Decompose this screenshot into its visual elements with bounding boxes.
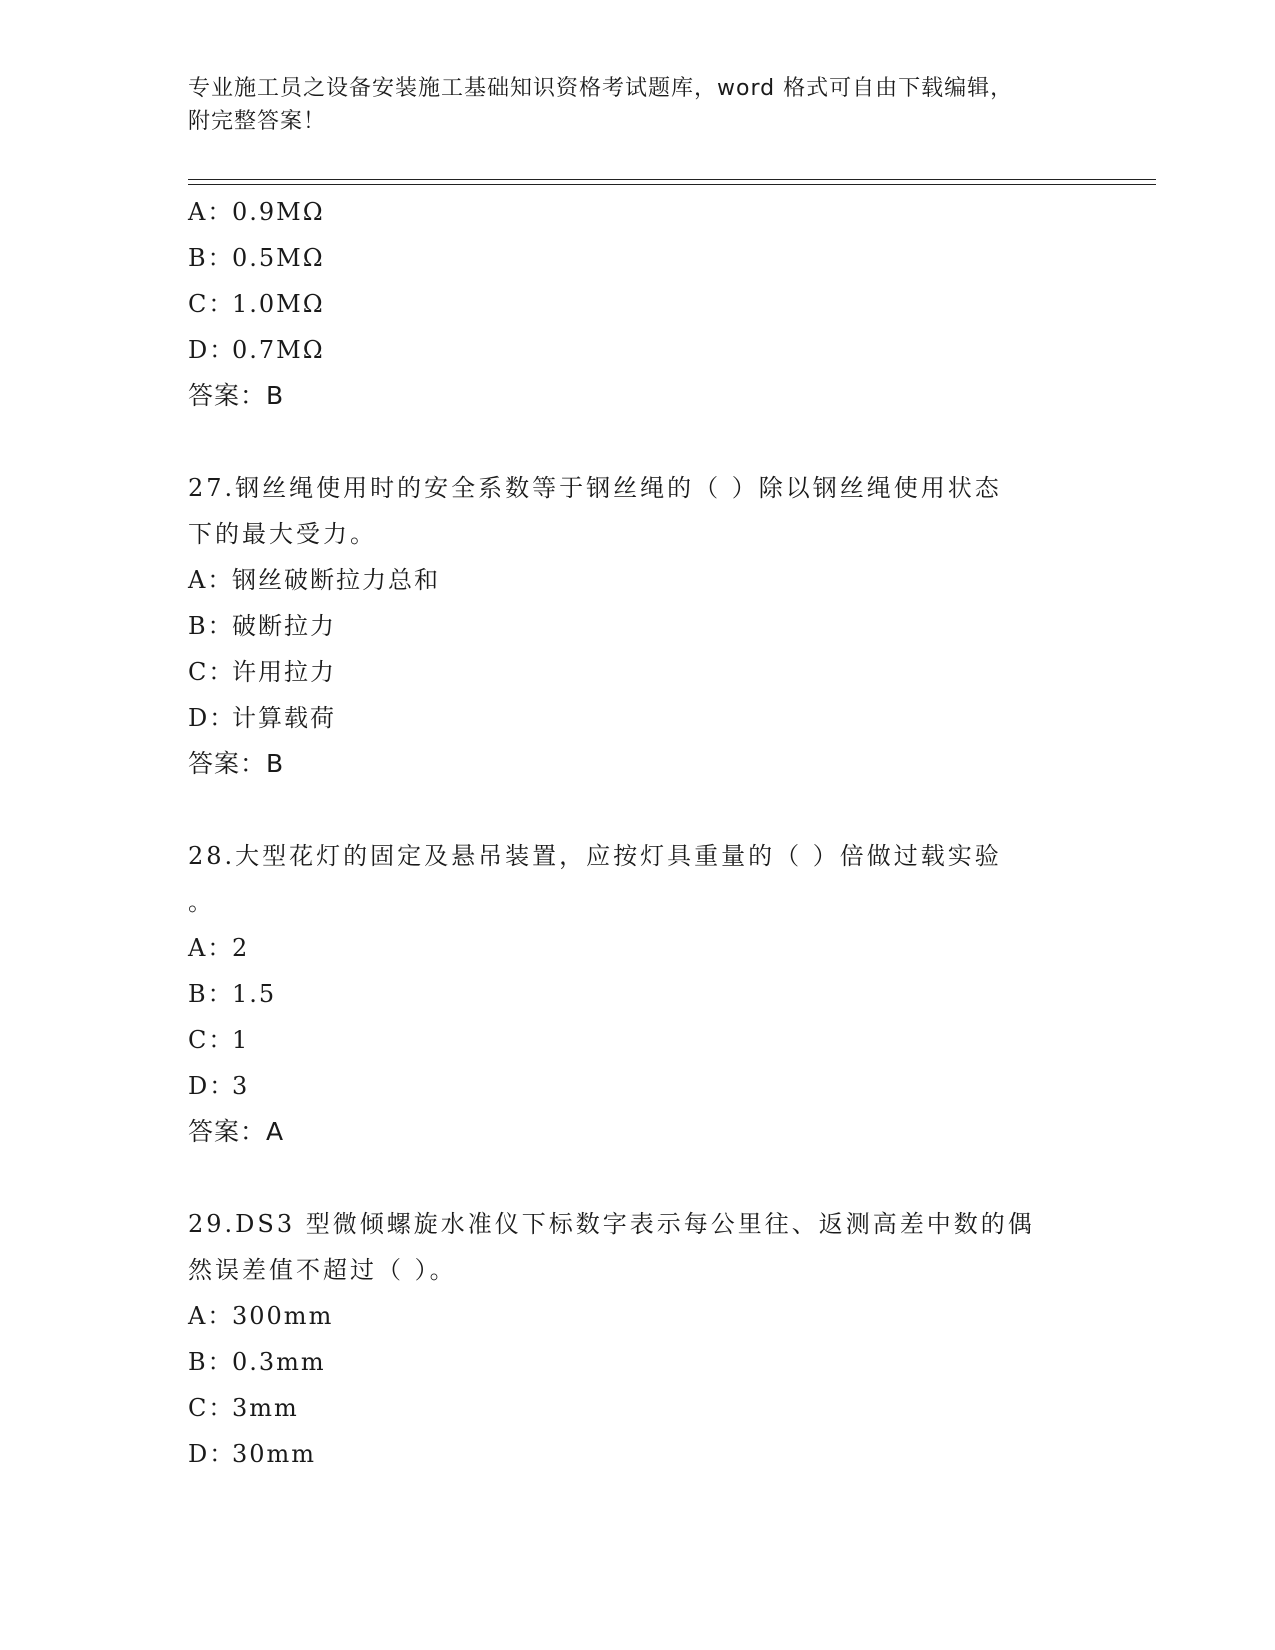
option-a: [188, 557, 1068, 603]
option-letter: C：: [188, 1394, 235, 1422]
option-letter: D：: [188, 1440, 236, 1468]
answer-line: 答案：B: [188, 381, 285, 410]
option-letter: D：: [188, 1072, 236, 1100]
option-text: 许用拉力: [232, 658, 336, 686]
question-27: [188, 465, 1068, 787]
option-b: [188, 1339, 1068, 1385]
option-letter: A：: [188, 1302, 234, 1330]
question-text-line-2: 。: [188, 888, 215, 916]
option-d: [188, 1431, 1068, 1477]
question-28: [188, 833, 1068, 1155]
option-text: 300mm: [232, 1302, 334, 1330]
option-text: 2: [232, 934, 250, 962]
option-text: 0.3mm: [232, 1348, 326, 1376]
option-letter: B：: [188, 612, 234, 640]
spacer: [188, 1155, 1068, 1201]
question-text-line-1: 29.DS3 型微倾螺旋水准仪下标数字表示每公里往、返测高差中数的偶: [188, 1210, 1035, 1238]
option-text: 1.5: [232, 980, 277, 1008]
option-d: [188, 1063, 1068, 1109]
option-text: 1: [232, 1026, 250, 1054]
option-text: 1.0MΩ: [232, 290, 325, 318]
option-b: [188, 971, 1068, 1017]
answer-line: 答案：A: [188, 1117, 285, 1146]
question-text-line-1: 28.大型花灯的固定及悬吊装置，应按灯具重量的（ ）倍做过载实验: [188, 842, 1002, 870]
question-text-line-1: 27.钢丝绳使用时的安全系数等于钢丝绳的（ ）除以钢丝绳使用状态: [188, 474, 1002, 502]
option-a: [188, 925, 1068, 971]
document-header: [188, 72, 1068, 138]
option-letter: C：: [188, 1026, 235, 1054]
option-letter: D：: [188, 704, 236, 732]
option-c: [188, 1385, 1068, 1431]
answer-line: 答案：B: [188, 749, 285, 778]
option-text: 3mm: [232, 1394, 299, 1422]
option-letter: B：: [188, 980, 234, 1008]
option-text: 3: [232, 1072, 250, 1100]
option-text: 30mm: [232, 1440, 317, 1468]
header-line-2: 附完整答案！: [188, 109, 327, 134]
question-list: [188, 189, 1068, 1477]
option-a: [188, 189, 1068, 235]
option-letter: D：: [188, 336, 236, 364]
option-d: [188, 695, 1068, 741]
option-letter: C：: [188, 290, 235, 318]
option-letter: A：: [188, 198, 234, 226]
option-text: 0.5MΩ: [232, 244, 325, 272]
option-c: [188, 649, 1068, 695]
header-line-1: 专业施工员之设备安装施工基础知识资格考试题库，word 格式可自由下载编辑，: [188, 76, 1014, 101]
spacer: [188, 787, 1068, 833]
option-d: [188, 327, 1068, 373]
option-text: 0.9MΩ: [232, 198, 325, 226]
option-letter: A：: [188, 934, 234, 962]
option-text: 0.7MΩ: [232, 336, 325, 364]
option-letter: C：: [188, 658, 235, 686]
option-letter: B：: [188, 244, 234, 272]
header-rule-top: [188, 179, 1156, 180]
question-text-line-2: 下的最大受力。: [188, 520, 377, 548]
option-text: 破断拉力: [232, 612, 336, 640]
question-text-line-2: 然误差值不超过（ ）。: [188, 1256, 457, 1284]
option-c: [188, 1017, 1068, 1063]
option-text: 计算载荷: [232, 704, 336, 732]
option-text: 钢丝破断拉力总和: [232, 566, 440, 594]
option-b: [188, 603, 1068, 649]
question-29: [188, 1201, 1068, 1477]
option-letter: A：: [188, 566, 234, 594]
option-c: [188, 281, 1068, 327]
option-letter: B：: [188, 1348, 234, 1376]
spacer: [188, 419, 1068, 465]
option-a: [188, 1293, 1068, 1339]
question-26: [188, 189, 1068, 419]
option-b: [188, 235, 1068, 281]
header-rule-bottom: [188, 184, 1156, 185]
